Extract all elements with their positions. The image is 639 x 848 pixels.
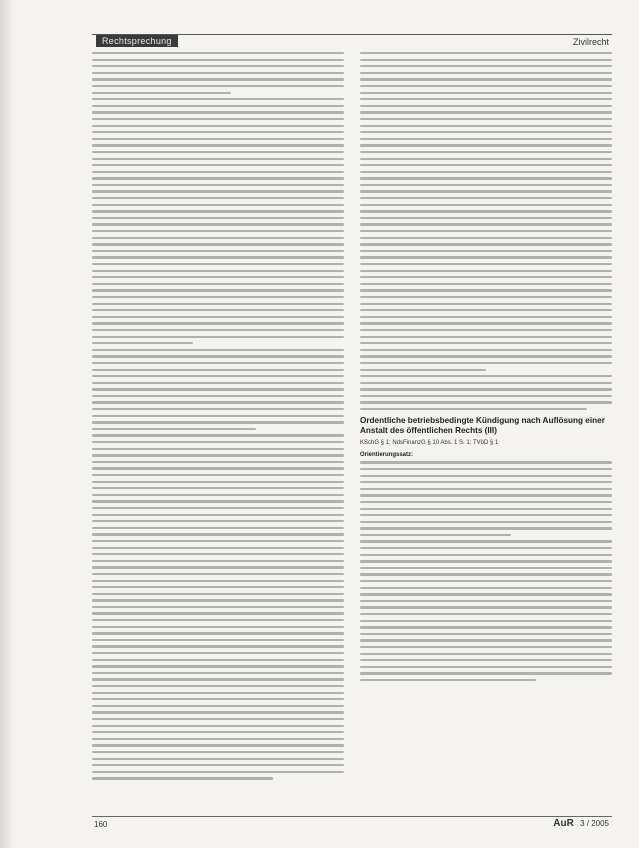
text-line	[360, 587, 612, 589]
text-line	[92, 138, 344, 140]
text-line	[360, 567, 612, 569]
text-line	[360, 653, 612, 655]
orientation-label: Orientierungssatz:	[360, 452, 414, 459]
text-line	[92, 494, 344, 496]
text-line	[92, 72, 344, 74]
text-line	[92, 151, 344, 153]
text-line	[92, 738, 344, 740]
text-line	[92, 474, 344, 476]
text-line	[360, 118, 612, 120]
text-line	[360, 639, 612, 641]
text-line	[360, 131, 612, 133]
text-line	[92, 283, 344, 285]
text-line	[92, 342, 193, 344]
text-line	[92, 461, 344, 463]
text-line	[360, 197, 612, 199]
text-line	[92, 197, 344, 199]
text-line	[360, 666, 612, 668]
text-line	[92, 639, 344, 641]
text-line	[360, 408, 587, 410]
scan-edge-shadow	[0, 0, 14, 848]
text-line	[360, 501, 612, 503]
text-line	[92, 533, 344, 535]
text-line	[92, 276, 344, 278]
text-line	[92, 52, 344, 54]
text-line	[360, 349, 612, 351]
text-line	[360, 296, 612, 298]
text-line	[92, 111, 344, 113]
text-line	[92, 481, 344, 483]
text-line	[360, 98, 612, 100]
text-line	[92, 190, 344, 192]
text-line	[92, 395, 344, 397]
text-line	[92, 632, 344, 634]
text-block	[360, 461, 612, 536]
text-line	[92, 164, 344, 166]
journal-logo: AuR	[553, 818, 574, 829]
text-line	[360, 633, 612, 635]
text-line	[92, 210, 344, 212]
text-line	[92, 692, 344, 694]
text-line	[92, 685, 344, 687]
text-line	[360, 620, 612, 622]
text-line	[92, 92, 231, 94]
text-line	[360, 672, 612, 674]
text-line	[92, 85, 344, 87]
text-line	[360, 626, 612, 628]
text-line	[360, 646, 612, 648]
text-line	[92, 520, 344, 522]
text-line	[360, 151, 612, 153]
text-line	[92, 296, 344, 298]
text-line	[92, 388, 344, 390]
text-line	[360, 144, 612, 146]
text-line	[360, 362, 612, 364]
text-line	[360, 475, 612, 477]
text-line	[92, 527, 344, 529]
text-line	[360, 593, 612, 595]
text-line	[360, 217, 612, 219]
text-line	[92, 678, 344, 680]
text-line	[360, 243, 612, 245]
text-line	[92, 415, 344, 417]
text-line	[360, 210, 612, 212]
text-line	[92, 408, 344, 410]
text-line	[92, 771, 344, 773]
text-line	[92, 672, 344, 674]
text-line	[92, 467, 344, 469]
text-line	[92, 131, 344, 133]
text-line	[360, 72, 612, 74]
text-line	[360, 164, 612, 166]
text-line	[92, 125, 344, 127]
text-line	[360, 534, 511, 536]
text-line	[92, 547, 344, 549]
text-line	[92, 237, 344, 239]
text-line	[360, 481, 612, 483]
text-line	[360, 461, 612, 463]
text-line	[360, 401, 612, 403]
left-column	[92, 52, 344, 784]
text-line	[92, 711, 344, 713]
text-line	[92, 105, 344, 107]
text-block	[360, 52, 612, 371]
text-line	[360, 283, 612, 285]
text-line	[92, 454, 344, 456]
text-line	[92, 177, 344, 179]
text-line	[92, 223, 344, 225]
text-block	[360, 540, 612, 681]
text-line	[360, 336, 612, 338]
text-line	[360, 92, 612, 94]
page-number: 160	[94, 820, 108, 829]
text-line	[92, 560, 344, 562]
section-label: Zivilrecht	[572, 37, 609, 47]
running-head: Rechtsprechung	[96, 35, 178, 47]
text-line	[360, 355, 612, 357]
text-line	[360, 263, 612, 265]
text-line	[360, 540, 612, 542]
text-block	[92, 98, 344, 344]
text-line	[92, 777, 273, 779]
text-line	[92, 250, 344, 252]
text-line	[360, 289, 612, 291]
text-line	[360, 659, 612, 661]
text-line	[360, 85, 612, 87]
text-line	[92, 243, 344, 245]
text-line	[92, 586, 344, 588]
text-block	[92, 52, 344, 94]
text-line	[360, 184, 612, 186]
text-line	[360, 316, 612, 318]
text-line	[92, 309, 344, 311]
text-line	[360, 514, 612, 516]
text-line	[360, 468, 612, 470]
text-line	[92, 336, 344, 338]
statute-reference: KSchG § 1; NdsFinanzG § 10 Abs. 1 S. 1; TVöD § 1	[360, 440, 499, 447]
text-line	[360, 250, 612, 252]
text-line	[92, 744, 344, 746]
text-line	[360, 138, 612, 140]
text-line	[360, 158, 612, 160]
text-line	[92, 322, 344, 324]
text-line	[92, 725, 344, 727]
text-line	[92, 98, 344, 100]
text-line	[92, 382, 344, 384]
text-line	[360, 322, 612, 324]
right-column	[360, 52, 612, 686]
text-line	[92, 158, 344, 160]
text-line	[360, 65, 612, 67]
text-line	[92, 500, 344, 502]
text-line	[92, 573, 344, 575]
text-line	[360, 111, 612, 113]
text-line	[92, 184, 344, 186]
text-line	[360, 527, 612, 529]
text-line	[92, 566, 344, 568]
text-line	[360, 256, 612, 258]
text-block	[92, 349, 344, 430]
text-line	[92, 59, 344, 61]
footer-rule	[92, 816, 612, 817]
text-line	[360, 375, 612, 377]
text-line	[360, 342, 612, 344]
text-line	[92, 652, 344, 654]
text-line	[360, 52, 612, 54]
text-line	[92, 375, 344, 377]
text-line	[92, 171, 344, 173]
text-line	[92, 487, 344, 489]
text-line	[92, 593, 344, 595]
text-line	[360, 606, 612, 608]
text-line	[360, 580, 612, 582]
text-line	[360, 190, 612, 192]
text-line	[92, 421, 344, 423]
text-line	[92, 758, 344, 760]
text-line	[92, 217, 344, 219]
text-line	[360, 230, 612, 232]
article-heading: Ordentliche betriebsbedingte Kündigung nach Auflösung einer Anstalt des öffentlichen Rechts (III)	[360, 416, 605, 436]
issue-number: 3 / 2005	[580, 819, 609, 828]
text-line	[360, 494, 612, 496]
text-line	[92, 316, 344, 318]
text-line	[92, 698, 344, 700]
text-line	[92, 65, 344, 67]
text-line	[360, 600, 612, 602]
text-line	[92, 751, 344, 753]
text-line	[360, 388, 612, 390]
text-line	[360, 237, 612, 239]
text-line	[92, 718, 344, 720]
text-line	[360, 105, 612, 107]
text-line	[92, 434, 344, 436]
text-line	[92, 659, 344, 661]
text-line	[360, 613, 612, 615]
text-line	[92, 118, 344, 120]
text-line	[360, 270, 612, 272]
journal-issue	[553, 818, 609, 829]
text-line	[92, 230, 344, 232]
text-line	[92, 263, 344, 265]
text-line	[360, 223, 612, 225]
text-line	[92, 144, 344, 146]
text-line	[360, 369, 486, 371]
text-line	[360, 309, 612, 311]
text-line	[92, 645, 344, 647]
text-line	[360, 171, 612, 173]
text-line	[92, 731, 344, 733]
text-line	[92, 270, 344, 272]
text-line	[360, 679, 536, 681]
text-line	[92, 448, 344, 450]
text-line	[92, 619, 344, 621]
text-line	[92, 705, 344, 707]
text-line	[360, 560, 612, 562]
text-line	[360, 177, 612, 179]
text-line	[360, 488, 612, 490]
text-line	[360, 382, 612, 384]
text-line	[92, 428, 256, 430]
text-line	[92, 401, 344, 403]
text-block	[92, 434, 344, 779]
text-line	[92, 289, 344, 291]
text-line	[360, 508, 612, 510]
text-line	[92, 256, 344, 258]
text-line	[92, 204, 344, 206]
text-line	[360, 204, 612, 206]
text-line	[92, 606, 344, 608]
text-line	[360, 125, 612, 127]
text-line	[360, 78, 612, 80]
text-line	[360, 573, 612, 575]
text-line	[92, 553, 344, 555]
text-line	[92, 303, 344, 305]
text-line	[92, 349, 344, 351]
text-line	[92, 626, 344, 628]
text-line	[92, 540, 344, 542]
text-line	[92, 507, 344, 509]
text-line	[360, 395, 612, 397]
text-line	[92, 665, 344, 667]
text-line	[92, 441, 344, 443]
text-line	[360, 554, 612, 556]
text-line	[92, 580, 344, 582]
text-line	[360, 59, 612, 61]
text-line	[92, 362, 344, 364]
text-line	[92, 369, 344, 371]
text-line	[360, 329, 612, 331]
text-line	[92, 514, 344, 516]
text-block	[360, 375, 612, 410]
text-line	[360, 521, 612, 523]
text-line	[92, 764, 344, 766]
text-line	[360, 547, 612, 549]
text-line	[92, 78, 344, 80]
text-line	[92, 612, 344, 614]
text-line	[92, 355, 344, 357]
text-line	[92, 329, 344, 331]
text-line	[360, 303, 612, 305]
text-line	[360, 276, 612, 278]
text-line	[92, 599, 344, 601]
